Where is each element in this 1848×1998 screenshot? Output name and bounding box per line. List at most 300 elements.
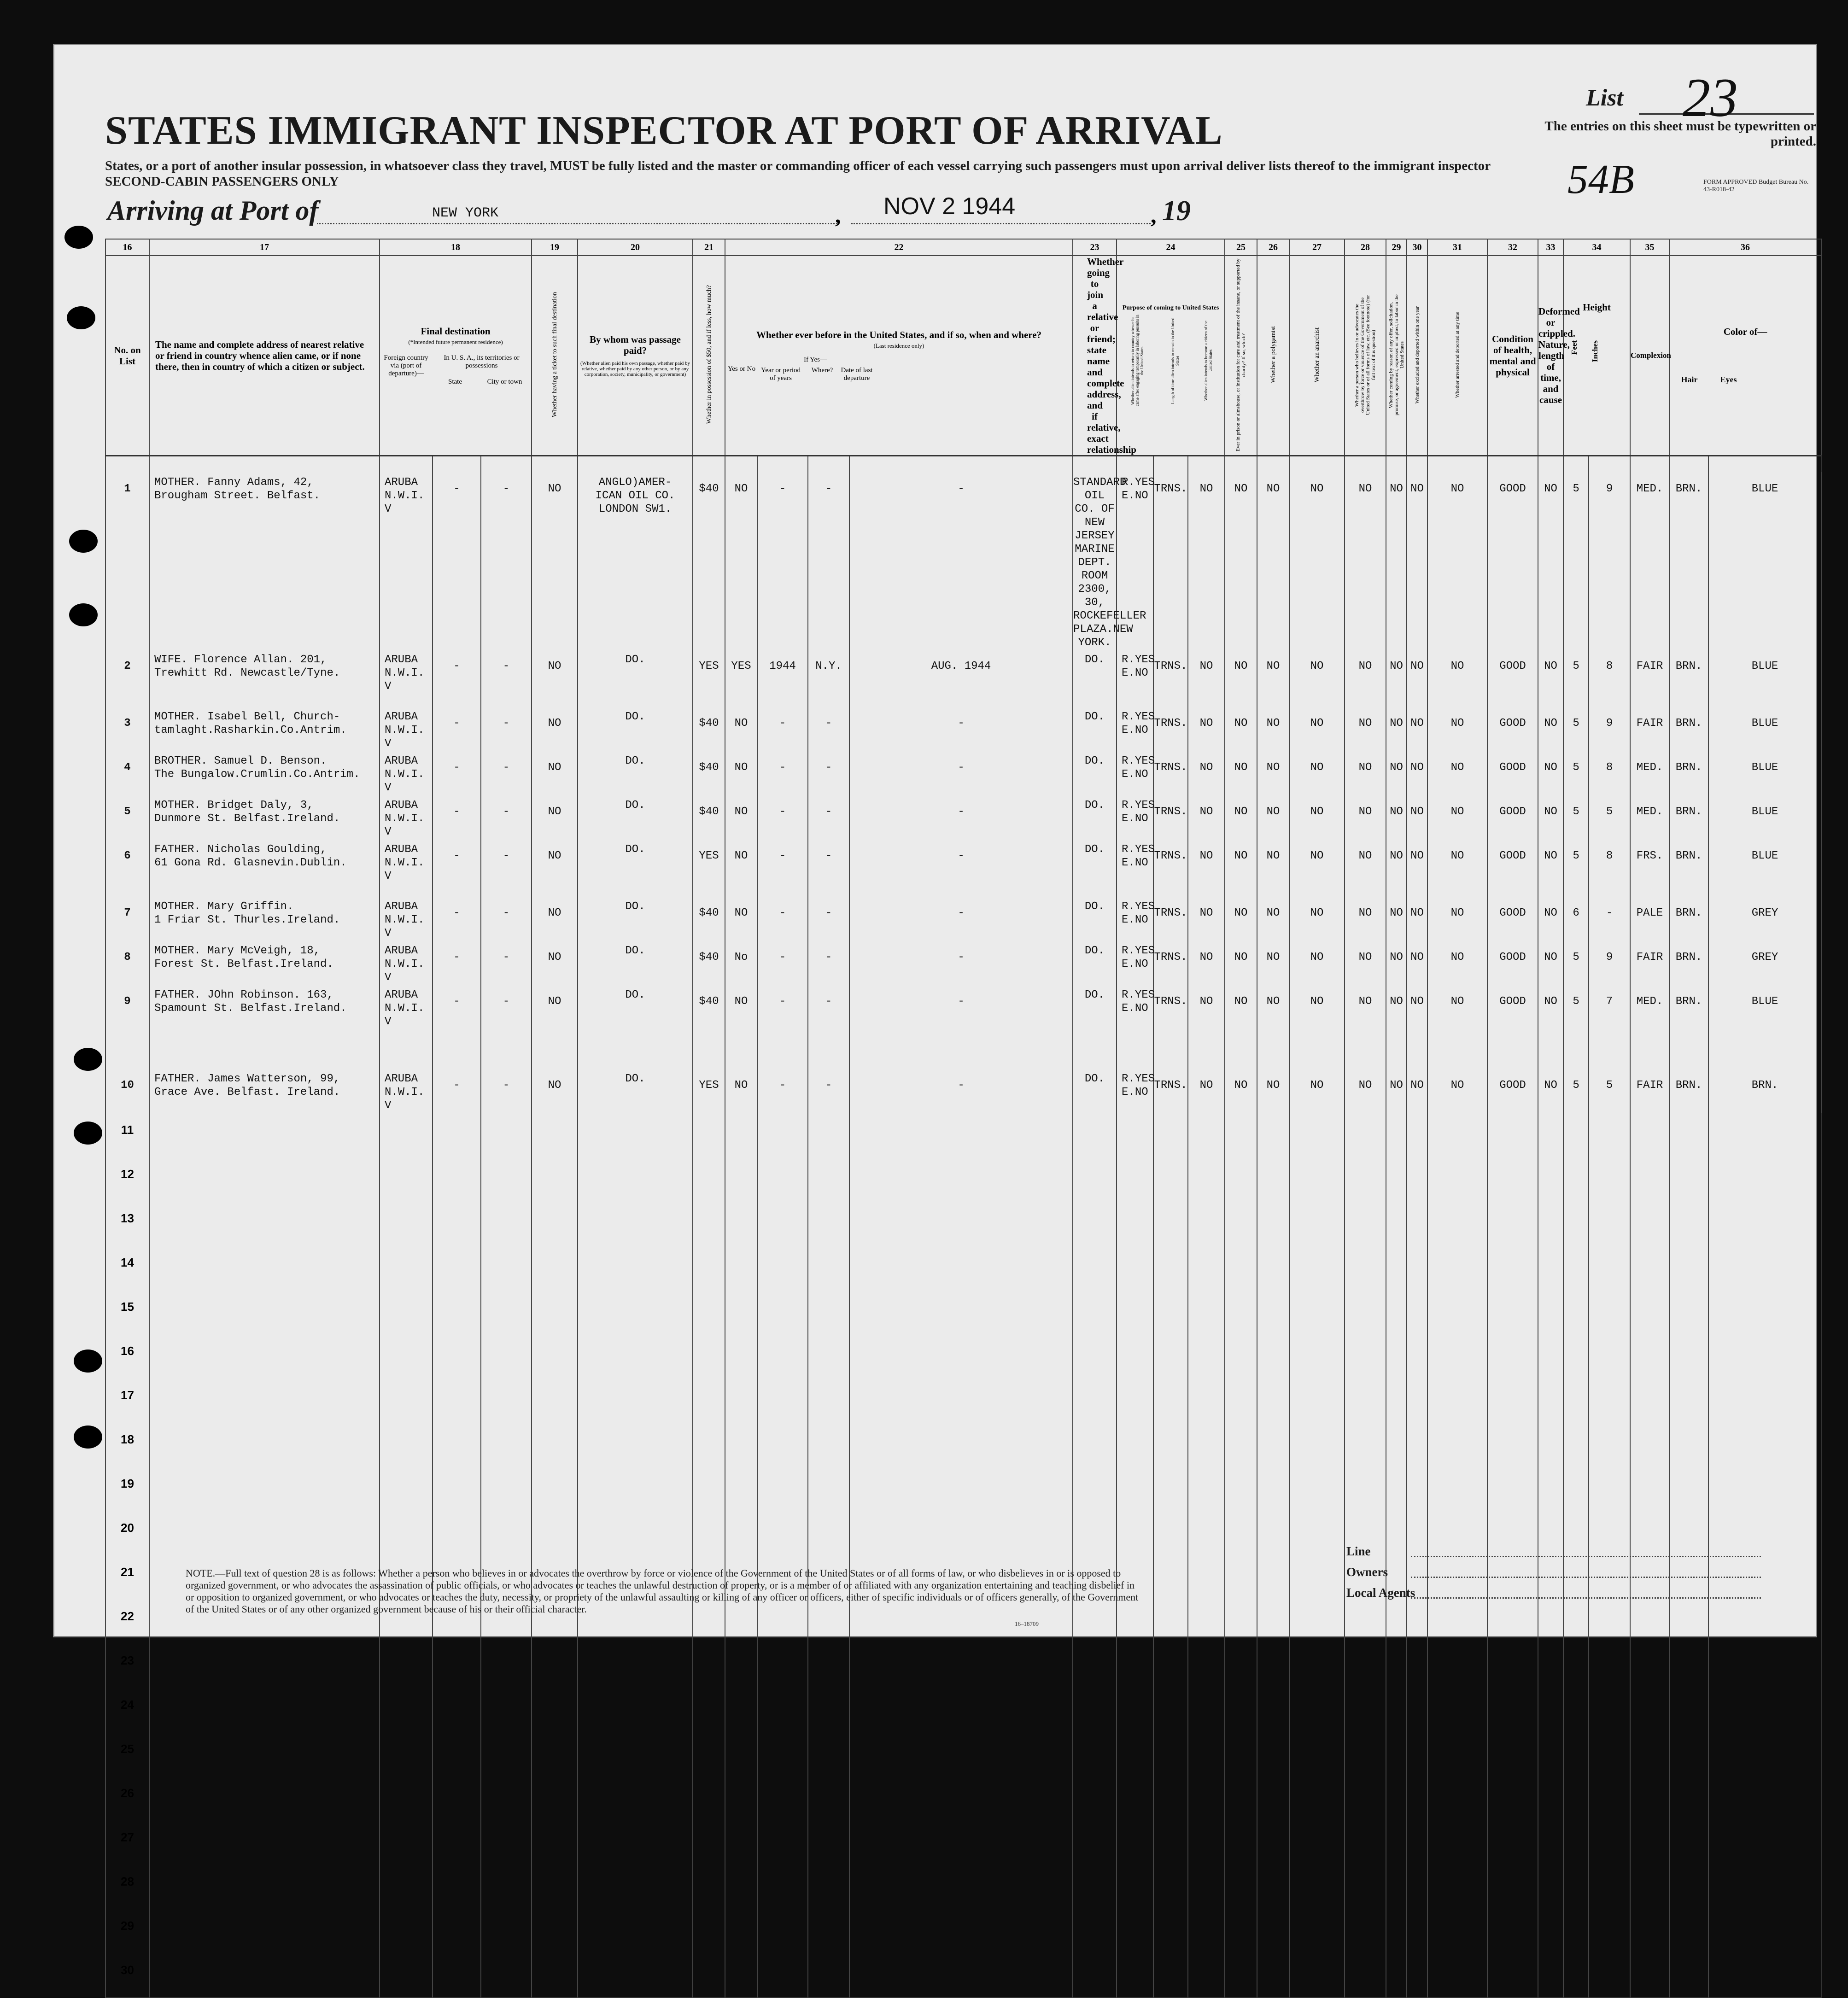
empty-cell — [693, 1466, 725, 1511]
money-text: YES — [699, 1079, 719, 1092]
empty-cell — [1153, 1820, 1188, 1864]
foreign-country-text: ARUBA N.W.I. — [385, 945, 425, 970]
deformed — [1538, 839, 1563, 896]
height-inches-text: 7 — [1606, 995, 1613, 1008]
ticket-text: NO — [548, 907, 561, 919]
eye-color-text: BLUE — [1751, 483, 1778, 495]
purpose-citizen — [1188, 795, 1225, 839]
empty-cell — [1289, 1599, 1345, 1643]
eye-color-text: BLUE — [1751, 717, 1778, 730]
empty-cell — [149, 1378, 380, 1422]
money — [693, 751, 725, 795]
empty-cell — [1487, 1290, 1538, 1334]
polygamist-text: NO — [1266, 717, 1280, 730]
height-feet — [1563, 472, 1589, 649]
q31 — [1427, 941, 1487, 985]
eye-color-text: BLUE — [1751, 660, 1778, 672]
purpose-citizen-text: NO — [1199, 850, 1213, 862]
purpose-return — [1117, 707, 1153, 751]
deformed-text: NO — [1544, 951, 1557, 964]
col-num: 24 — [1117, 239, 1225, 256]
empty-cell — [380, 1776, 433, 1820]
deformed-text: NO — [1544, 806, 1557, 818]
line-field — [1411, 1556, 1761, 1557]
empty-cell — [1153, 1466, 1188, 1511]
empty-cell — [808, 1290, 849, 1334]
where — [808, 985, 849, 1069]
year — [757, 795, 808, 839]
manifest-row — [105, 472, 1821, 649]
manifest-table — [105, 239, 1822, 1998]
q28 — [1345, 896, 1386, 941]
empty-cell — [1386, 1113, 1407, 1157]
relative-address — [149, 1069, 380, 1113]
join-relative-text: DO. — [1084, 945, 1105, 957]
empty-cell — [1073, 1643, 1117, 1688]
state — [433, 472, 481, 649]
row-number — [105, 707, 149, 751]
empty-cell — [481, 1688, 532, 1732]
empty-cell — [1563, 1776, 1589, 1820]
anarchist — [1289, 1069, 1345, 1113]
empty-cell — [757, 1201, 808, 1245]
row-number-text: 3 — [124, 717, 131, 730]
hair-color — [1669, 839, 1708, 896]
q31-text: NO — [1450, 717, 1464, 730]
prison-text: NO — [1234, 1079, 1248, 1092]
empty-cell — [1188, 1157, 1225, 1201]
polygamist — [1257, 1069, 1289, 1113]
purpose-return — [1117, 941, 1153, 985]
anarchist-text: NO — [1310, 850, 1324, 862]
ever-before-label: Whether ever before in the United States, and if so, when and where? — [756, 329, 1042, 340]
foreign-country — [380, 707, 433, 751]
passage-paid-text: DO. — [625, 989, 645, 1001]
money-text: $40 — [699, 995, 719, 1008]
row-number-text: 26 — [121, 1786, 134, 1800]
q28 — [1345, 707, 1386, 751]
deformed — [1538, 472, 1563, 649]
purpose-return-text: E.NO — [1122, 857, 1148, 869]
empty-cell — [1117, 1466, 1153, 1511]
col-num: 34 — [1563, 239, 1630, 256]
empty-cell — [1589, 1953, 1630, 1997]
col-num: 31 — [1427, 239, 1487, 256]
money — [693, 941, 725, 985]
foreign-country-text: V — [385, 503, 392, 515]
empty-cell — [725, 1245, 757, 1290]
empty-cell — [808, 1776, 849, 1820]
q31-text: NO — [1450, 660, 1464, 672]
complexion — [1630, 839, 1669, 896]
height-inches — [1589, 707, 1630, 751]
empty-cell — [149, 1245, 380, 1290]
polygamist-text: NO — [1266, 660, 1280, 672]
money-text: $40 — [699, 717, 719, 730]
empty-cell — [481, 1290, 532, 1334]
col-num: 22 — [725, 239, 1073, 256]
ever-before-text: NO — [734, 717, 748, 730]
empty-cell — [481, 1864, 532, 1909]
empty-cell — [725, 1732, 757, 1776]
ticket-text: NO — [548, 995, 561, 1008]
departure-date — [849, 985, 1073, 1069]
ticket-text: NO — [548, 1079, 561, 1092]
foreign-country — [380, 649, 433, 707]
year — [757, 839, 808, 896]
polygamist-text: NO — [1266, 995, 1280, 1008]
hair-color-text: BRN. — [1675, 995, 1702, 1008]
polygamist — [1257, 941, 1289, 985]
empty-cell — [1345, 1732, 1386, 1776]
empty-cell — [808, 1422, 849, 1466]
empty-cell — [1427, 1422, 1487, 1466]
empty-cell — [725, 1776, 757, 1820]
relative-address — [149, 472, 380, 649]
q29-text: NO — [1390, 761, 1403, 774]
ever-before-text: NO — [734, 995, 748, 1008]
purpose-return-text: E.NO — [1122, 1086, 1148, 1098]
empty-cell — [1589, 1466, 1630, 1511]
city — [481, 896, 532, 941]
empty-cell — [149, 1909, 380, 1953]
height-inches — [1589, 985, 1630, 1069]
empty-cell — [1153, 1909, 1188, 1953]
polygamist — [1257, 472, 1289, 649]
empty-cell — [808, 1201, 849, 1245]
empty-cell — [808, 1157, 849, 1201]
eye-color-text: BRN. — [1751, 1079, 1778, 1092]
purpose-citizen-text: NO — [1199, 995, 1213, 1008]
where-text: - — [825, 483, 832, 495]
empty-cell — [1257, 1201, 1289, 1245]
row-number — [105, 941, 149, 985]
header-purpose — [1117, 256, 1225, 456]
year-text: - — [779, 907, 786, 919]
anarchist-text: NO — [1310, 761, 1324, 774]
purpose-citizen-text: NO — [1199, 660, 1213, 672]
foreign-country — [380, 751, 433, 795]
purpose-length-text: TRNS. — [1154, 806, 1187, 818]
row-number-text: 25 — [121, 1742, 134, 1756]
purpose-return — [1117, 1069, 1153, 1113]
passage-paid-text: DO. — [625, 799, 645, 812]
purpose-citizen — [1188, 896, 1225, 941]
polygamist-text: NO — [1266, 761, 1280, 774]
q30 — [1407, 1069, 1427, 1113]
purpose-length-text: TRNS. — [1154, 1079, 1187, 1092]
empty-cell — [1257, 1776, 1289, 1820]
empty-cell — [1117, 1290, 1153, 1334]
empty-cell — [1117, 1334, 1153, 1378]
departure-date — [849, 1069, 1073, 1113]
manifest-row — [105, 839, 1821, 896]
empty-cell — [1257, 1688, 1289, 1732]
hair-color-text: BRN. — [1675, 483, 1702, 495]
q29 — [1386, 795, 1407, 839]
health-text: GOOD — [1499, 806, 1526, 818]
empty-cell — [1345, 1953, 1386, 1997]
health-text: GOOD — [1499, 951, 1526, 964]
empty-cell — [1487, 1334, 1538, 1378]
passage-paid — [578, 472, 693, 649]
eye-color — [1708, 707, 1821, 751]
empty-cell — [532, 1732, 578, 1776]
height-inches — [1589, 795, 1630, 839]
empty-cell — [1188, 1422, 1225, 1466]
col-num: 28 — [1345, 239, 1386, 256]
row-number — [105, 1290, 149, 1334]
empty-cell — [1669, 1688, 1708, 1732]
empty-cell — [149, 1688, 380, 1732]
empty-cell — [1563, 1688, 1589, 1732]
row-number-text: 8 — [124, 951, 131, 964]
state-text: - — [453, 806, 460, 818]
manifest-row — [105, 1466, 1821, 1511]
empty-cell — [532, 1245, 578, 1290]
empty-cell — [1563, 1953, 1589, 1997]
empty-cell — [757, 1290, 808, 1334]
year-text: 1944 — [769, 660, 796, 672]
manifest-row — [105, 985, 1821, 1069]
q28 — [1345, 751, 1386, 795]
q31 — [1427, 795, 1487, 839]
list-label: List — [1586, 85, 1623, 111]
empty-cell — [1289, 1732, 1345, 1776]
empty-cell — [1188, 1688, 1225, 1732]
deformed-text: NO — [1544, 761, 1557, 774]
where-text: - — [825, 850, 832, 862]
height-inches-text: 9 — [1606, 483, 1613, 495]
purpose-return — [1117, 839, 1153, 896]
empty-cell — [1487, 1466, 1538, 1511]
empty-cell — [1153, 1290, 1188, 1334]
empty-cell — [693, 1953, 725, 1997]
empty-cell — [433, 1643, 481, 1688]
empty-cell — [1153, 1245, 1188, 1290]
deformed-text: NO — [1544, 850, 1557, 862]
row-number — [105, 1909, 149, 1953]
purpose-return-text: E.NO — [1122, 812, 1148, 825]
empty-cell — [1225, 1776, 1257, 1820]
health — [1487, 795, 1538, 839]
where — [808, 707, 849, 751]
empty-cell — [808, 1378, 849, 1422]
empty-cell — [1669, 1157, 1708, 1201]
empty-cell — [1669, 1776, 1708, 1820]
deformed-text: NO — [1544, 717, 1557, 730]
empty-cell — [1386, 1245, 1407, 1290]
foreign-country-label: Foreign country via (port of departure)— — [384, 354, 428, 377]
empty-cell — [693, 1909, 725, 1953]
relative-address — [149, 941, 380, 985]
empty-cell — [149, 1422, 380, 1466]
q29 — [1386, 985, 1407, 1069]
health-text: GOOD — [1499, 907, 1526, 919]
hair-color — [1669, 751, 1708, 795]
anarchist — [1289, 472, 1345, 649]
health — [1487, 941, 1538, 985]
empty-cell — [433, 1378, 481, 1422]
empty-cell — [149, 1290, 380, 1334]
empty-cell — [1386, 1157, 1407, 1201]
prison-text: NO — [1234, 761, 1248, 774]
header-final-destination — [380, 256, 532, 456]
purpose-return-text: R.YES — [1122, 1073, 1155, 1085]
relative-address-text: MOTHER. Bridget Daly, 3, — [154, 799, 314, 812]
state-text: - — [453, 717, 460, 730]
height-inches-text: 5 — [1606, 806, 1613, 818]
empty-cell — [1153, 1776, 1188, 1820]
empty-cell — [1538, 1290, 1563, 1334]
complexion-text: FAIR — [1636, 717, 1663, 730]
empty-cell — [757, 1422, 808, 1466]
height-feet — [1563, 1069, 1589, 1113]
empty-cell — [532, 1201, 578, 1245]
q28 — [1345, 795, 1386, 839]
hair-color-text: BRN. — [1675, 717, 1702, 730]
relative-address-text: MOTHER. Isabel Bell, Church- — [154, 711, 340, 723]
join-relative — [1073, 751, 1117, 795]
row-number — [105, 795, 149, 839]
empty-cell — [149, 1157, 380, 1201]
header-polygamist: Whether a polygamist — [1257, 256, 1289, 456]
empty-cell — [1538, 1201, 1563, 1245]
empty-cell — [149, 1511, 380, 1555]
ticket — [532, 472, 578, 649]
row-number-text: 11 — [121, 1123, 134, 1137]
empty-cell — [1708, 1820, 1821, 1864]
empty-cell — [578, 1157, 693, 1201]
q29-text: NO — [1390, 850, 1403, 862]
relative-address — [149, 707, 380, 751]
ever-before — [725, 941, 757, 985]
empty-cell — [1257, 1334, 1289, 1378]
row-number — [105, 1334, 149, 1378]
empty-cell — [725, 1290, 757, 1334]
empty-cell — [1188, 1864, 1225, 1909]
relative-address-text: Brougham Street. Belfast. — [154, 490, 321, 502]
where-text: - — [825, 907, 832, 919]
empty-cell — [1589, 1732, 1630, 1776]
empty-cell — [1153, 1378, 1188, 1422]
height-feet — [1563, 985, 1589, 1069]
departure-date — [849, 839, 1073, 896]
empty-cell — [433, 1466, 481, 1511]
hair-color-text: BRN. — [1675, 1079, 1702, 1092]
empty-cell — [1117, 1953, 1153, 1997]
empty-cell — [380, 1466, 433, 1511]
ever-before — [725, 1069, 757, 1113]
eye-color — [1708, 649, 1821, 707]
complexion-text: FAIR — [1636, 1079, 1663, 1092]
empty-cell — [1708, 1732, 1821, 1776]
empty-cell — [1153, 1864, 1188, 1909]
row-number — [105, 985, 149, 1069]
q30 — [1407, 751, 1427, 795]
height-feet-text: 5 — [1573, 660, 1579, 672]
q31 — [1427, 1069, 1487, 1113]
departure-date-text: - — [958, 717, 965, 730]
local-agents-field — [1411, 1597, 1761, 1599]
anarchist — [1289, 649, 1345, 707]
empty-cell — [433, 1245, 481, 1290]
ever-before-text: NO — [734, 850, 748, 862]
empty-cell — [1630, 1776, 1669, 1820]
empty-cell — [1708, 1511, 1821, 1555]
empty-cell — [1289, 1555, 1345, 1599]
row-number-text: 21 — [121, 1565, 134, 1579]
anarchist-text: NO — [1310, 951, 1324, 964]
empty-cell — [481, 1422, 532, 1466]
eye-color — [1708, 941, 1821, 985]
empty-cell — [481, 1157, 532, 1201]
row-number-text: 10 — [121, 1079, 134, 1092]
q30-text: NO — [1410, 951, 1424, 964]
empty-cell — [1345, 1245, 1386, 1290]
row-number — [105, 1776, 149, 1820]
state-label: State — [448, 378, 462, 386]
row-number-text: 2 — [124, 660, 131, 672]
where — [808, 839, 849, 896]
empty-cell — [808, 1466, 849, 1511]
row-number — [105, 1864, 149, 1909]
foreign-country-text: ARUBA N.W.I. — [385, 799, 425, 825]
col-num: 32 — [1487, 239, 1538, 256]
empty-cell — [725, 1378, 757, 1422]
empty-cell — [1487, 1820, 1538, 1864]
empty-cell — [1538, 1864, 1563, 1909]
height-feet — [1563, 795, 1589, 839]
height-inches — [1589, 751, 1630, 795]
empty-cell — [1630, 1422, 1669, 1466]
empty-cell — [1563, 1820, 1589, 1864]
empty-cell — [433, 1864, 481, 1909]
purpose-return-text: E.NO — [1122, 724, 1148, 736]
empty-cell — [1708, 1290, 1821, 1334]
empty-cell — [1289, 1864, 1345, 1909]
row-number-text: 4 — [124, 761, 131, 774]
q29 — [1386, 472, 1407, 649]
list-number: 23 — [1683, 67, 1738, 128]
passage-paid-text: DO. — [625, 654, 645, 666]
q31-text: NO — [1450, 483, 1464, 495]
empty-cell — [1708, 1378, 1821, 1422]
empty-cell — [1407, 1378, 1427, 1422]
empty-cell — [1630, 1245, 1669, 1290]
deformed-text: NO — [1544, 907, 1557, 919]
join-relative-text: DO. — [1084, 755, 1105, 767]
empty-cell — [1407, 1953, 1427, 1997]
empty-cell — [1669, 1201, 1708, 1245]
row-number-text: 29 — [121, 1919, 134, 1933]
anarchist — [1289, 751, 1345, 795]
empty-cell — [693, 1688, 725, 1732]
q29 — [1386, 1069, 1407, 1113]
empty-cell — [1538, 1776, 1563, 1820]
state-text: - — [453, 761, 460, 774]
ever-before — [725, 896, 757, 941]
purpose-return-text: E.NO — [1122, 768, 1148, 781]
empty-cell — [481, 1245, 532, 1290]
empty-cell — [532, 1113, 578, 1157]
ticket — [532, 1069, 578, 1113]
height-feet-text: 6 — [1573, 907, 1579, 919]
empty-cell — [1563, 1201, 1589, 1245]
foreign-country-text: V — [385, 826, 392, 838]
empty-cell — [1538, 1157, 1563, 1201]
empty-cell — [1345, 1201, 1386, 1245]
